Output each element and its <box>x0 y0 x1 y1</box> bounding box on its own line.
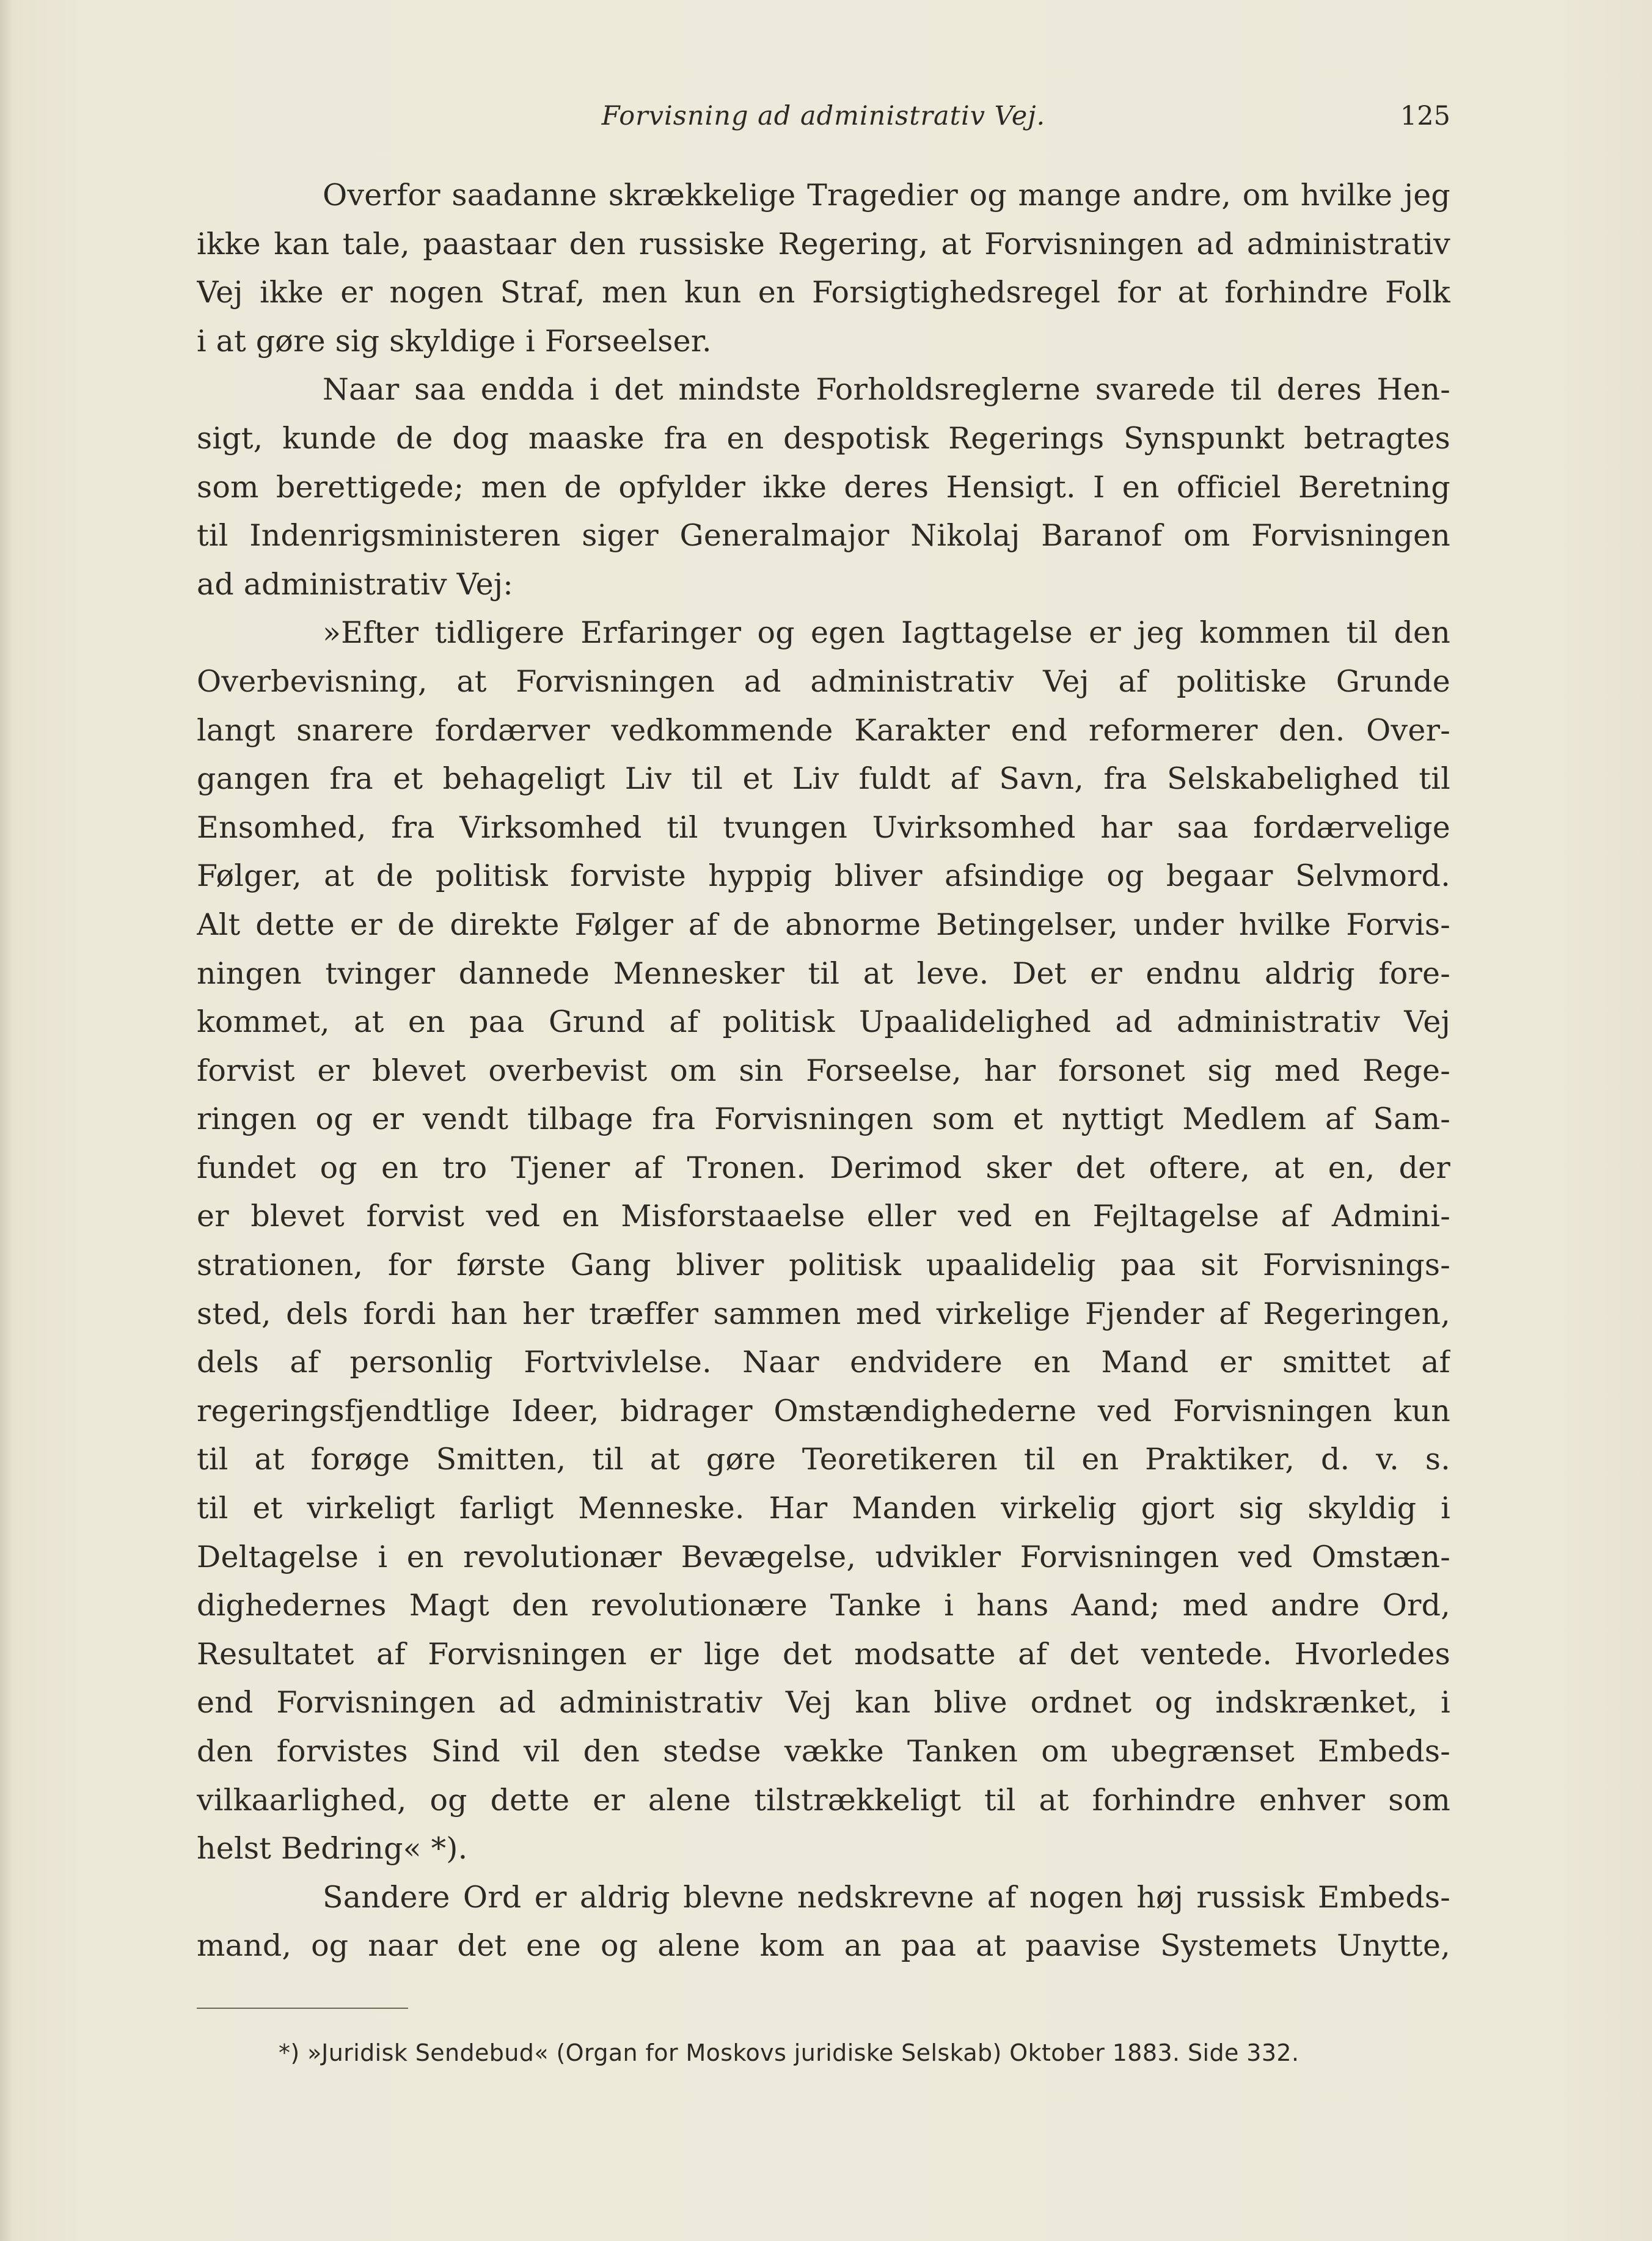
text-line: Overfor saadanne skrækkelige Tragedier og mange andre, om hvilke jeg <box>323 178 1450 213</box>
text-line: dighedernes Magt den revolutionære Tanke i hans Aand; med andre Ord, <box>197 1588 1450 1623</box>
text-line: er blevet forvist ved en Misforstaaelse eller ved en Fejltagelse af Admini- <box>197 1199 1450 1234</box>
text-line: Vej ikke er nogen Straf, men kun en Forsigtighedsregel for at forhindre Folk <box>197 275 1450 310</box>
text-line: end Forvisningen ad administrativ Vej kan blive ordnet og indskrænket, i <box>197 1685 1450 1720</box>
text-line: Sandere Ord er aldrig blevne nedskrevne af nogen høj russisk Embeds- <box>323 1879 1450 1915</box>
text-line: kommet, at en paa Grund af politisk Upaalidelighed ad administrativ Vej <box>197 1004 1450 1040</box>
text-line: forvist er blevet overbevist om sin Forseelse, har forsonet sig med Rege- <box>197 1053 1450 1088</box>
footnote: *) »Juridisk Sendebud« (Organ for Moskovs juridiske Selskab) Oktober 1883. Side 332. <box>279 2039 1299 2066</box>
text-line: ringen og er vendt tilbage fra Forvisningen som et nyttigt Medlem af Sam- <box>197 1102 1450 1137</box>
text-line: Resultatet af Forvisningen er lige det modsatte af det ventede. Hvorledes <box>197 1636 1450 1672</box>
text-line: helst Bedring« *). <box>197 1831 468 1866</box>
running-head: Forvisning ad administrativ Vej. <box>601 101 1046 131</box>
text-line: ningen tvinger dannede Mennesker til at leve. Det er endnu aldrig fore- <box>197 956 1450 991</box>
text-line: Naar saa endda i det mindste Forholdsreglerne svarede til deres Hen- <box>323 372 1450 408</box>
text-line: Alt dette er de direkte Følger af de abnorme Betingelser, under hvilke Forvis- <box>197 907 1450 942</box>
text-line: til at forøge Smitten, til at gøre Teoretikeren til en Praktiker, d. v. s. <box>197 1442 1450 1477</box>
text-line: sted, dels fordi han her træffer sammen med virkelige Fjender af Regeringen, <box>197 1296 1450 1331</box>
text-line: dels af personlig Fortvivlelse. Naar endvidere en Mand er smittet af <box>197 1345 1450 1380</box>
text-line: Deltagelse i en revolutionær Bevægelse, udvikler Forvisningen ved Omstæn- <box>197 1539 1450 1574</box>
text-line: ad administrativ Vej: <box>197 566 513 602</box>
text-line: gangen fra et behageligt Liv til et Liv fuldt af Savn, fra Selskabelighed til <box>197 761 1450 797</box>
text-line: den forvistes Sind vil den stedse vække Tanken om ubegrænset Embeds- <box>197 1734 1450 1769</box>
page-edge-shadow <box>0 0 13 2241</box>
footnote-divider <box>197 2008 408 2009</box>
text-line: ikke kan tale, paastaar den russiske Regering, at Forvisningen ad administrativ <box>197 226 1450 261</box>
text-line: strationen, for første Gang bliver politisk upaalidelig paa sit Forvisnings- <box>197 1248 1450 1283</box>
text-line: Overbevisning, at Forvisningen ad administrativ Vej af politiske Grunde <box>197 664 1450 699</box>
text-line: »Efter tidligere Erfaringer og egen Iagttagelse er jeg kommen til den <box>323 615 1450 651</box>
body-text <box>197 171 1450 1970</box>
text-line: Følger, at de politisk forviste hyppig bliver afsindige og begaar Selvmord. <box>197 858 1450 894</box>
text-line: i at gøre sig skyldige i Forseelser. <box>197 323 712 359</box>
text-line: vilkaarlighed, og dette er alene tilstrækkeligt til at forhindre enhver som <box>197 1782 1450 1818</box>
page-number: 125 <box>1400 101 1450 131</box>
text-line: regeringsfjendtlige Ideer, bidrager Omstændighederne ved Forvisningen kun <box>197 1393 1450 1428</box>
text-line: fundet og en tro Tjener af Tronen. Derimod sker det oftere, at en, der <box>197 1150 1450 1185</box>
text-line: til Indenrigsministeren siger Generalmajor Nikolaj Baranof om Forvisningen <box>197 518 1450 554</box>
page-header <box>197 101 1450 144</box>
text-line: mand, og naar det ene og alene kom an paa at paavise Systemets Unytte, <box>197 1928 1450 1964</box>
text-line: sigt, kunde de dog maaske fra en despotisk Regerings Synspunkt betragtes <box>197 420 1450 456</box>
text-line: til et virkeligt farligt Menneske. Har Manden virkelig gjort sig skyldig i <box>197 1491 1450 1526</box>
text-line: Ensomhed, fra Virksomhed til tvungen Uvirksomhed har saa fordærvelige <box>197 810 1450 845</box>
text-line: langt snarere fordærver vedkommende Karakter end reformerer den. Over- <box>197 712 1450 748</box>
text-line: som berettigede; men de opfylder ikke deres Hensigt. I en officiel Beretning <box>197 469 1450 505</box>
